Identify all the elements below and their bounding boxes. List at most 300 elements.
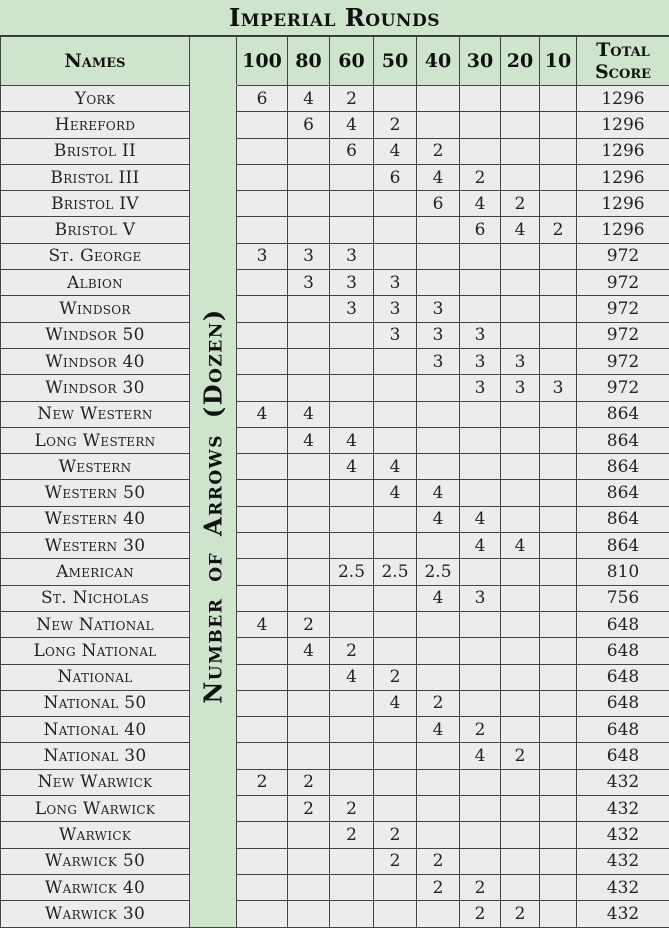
arrows-cell <box>501 322 540 348</box>
arrows-cell <box>374 611 417 637</box>
arrows-cell <box>417 401 460 427</box>
arrows-cell <box>540 243 577 269</box>
arrows-cell: 4 <box>237 401 288 427</box>
arrows-cell <box>501 559 540 585</box>
arrows-cell: 2 <box>501 901 540 927</box>
arrows-cell: 4 <box>330 112 374 138</box>
total-score: 756 <box>577 585 669 611</box>
arrows-cell <box>540 664 577 690</box>
arrows-cell: 2 <box>417 848 460 874</box>
arrows-cell <box>237 559 288 585</box>
total-score: 972 <box>577 243 669 269</box>
arrows-cell: 6 <box>417 191 460 217</box>
arrows-cell: 4 <box>374 480 417 506</box>
table-row <box>1 638 669 664</box>
round-name: Warwick 50 <box>1 848 190 874</box>
arrows-cell <box>237 191 288 217</box>
arrows-cell <box>417 822 460 848</box>
arrows-cell <box>237 375 288 401</box>
round-name: Western <box>1 454 190 480</box>
arrows-cell: 4 <box>417 480 460 506</box>
total-score: 972 <box>577 375 669 401</box>
arrows-cell: 4 <box>460 743 501 769</box>
table-row <box>1 164 669 190</box>
table-row <box>1 796 669 822</box>
arrows-cell: 3 <box>417 322 460 348</box>
arrows-cell <box>501 427 540 453</box>
round-name: Bristol IV <box>1 191 190 217</box>
arrows-cell: 3 <box>288 243 330 269</box>
arrows-cell: 3 <box>460 322 501 348</box>
arrows-cell <box>237 585 288 611</box>
arrows-cell: 2 <box>374 822 417 848</box>
arrows-cell <box>288 506 330 532</box>
arrows-cell <box>417 454 460 480</box>
total-score: 432 <box>577 769 669 795</box>
total-score: 864 <box>577 427 669 453</box>
table-row <box>1 401 669 427</box>
total-header-line1: Total <box>596 39 650 61</box>
arrows-cell: 3 <box>330 243 374 269</box>
table-row <box>1 296 669 322</box>
arrows-cell <box>330 874 374 900</box>
distance-header: 20 <box>501 37 540 86</box>
arrows-cell <box>330 348 374 374</box>
table-row <box>1 427 669 453</box>
arrows-cell: 4 <box>237 611 288 637</box>
arrows-cell <box>417 427 460 453</box>
arrows-cell <box>237 480 288 506</box>
arrows-cell <box>540 769 577 795</box>
total-score: 432 <box>577 874 669 900</box>
header-row <box>1 37 669 86</box>
arrows-cell <box>237 164 288 190</box>
arrows-cell <box>501 848 540 874</box>
arrows-cell <box>237 796 288 822</box>
round-name: Western 30 <box>1 533 190 559</box>
round-name: St. George <box>1 243 190 269</box>
arrows-cell: 4 <box>288 86 330 112</box>
arrows-cell <box>288 874 330 900</box>
total-score: 972 <box>577 348 669 374</box>
total-score: 864 <box>577 506 669 532</box>
arrows-cell <box>288 454 330 480</box>
arrows-cell: 2 <box>501 191 540 217</box>
arrows-cell: 3 <box>330 296 374 322</box>
distance-header: 100 <box>237 37 288 86</box>
arrows-cell: 2 <box>417 138 460 164</box>
total-score: 648 <box>577 717 669 743</box>
table-row <box>1 454 669 480</box>
arrows-cell <box>374 901 417 927</box>
arrows-cell <box>460 270 501 296</box>
arrows-cell <box>237 848 288 874</box>
arrows-cell <box>237 348 288 374</box>
arrows-cell <box>540 112 577 138</box>
arrows-cell <box>540 138 577 164</box>
arrows-cell: 2.5 <box>417 559 460 585</box>
arrows-cell <box>237 454 288 480</box>
arrows-cell: 3 <box>460 585 501 611</box>
arrows-cell: 3 <box>237 243 288 269</box>
round-name: National <box>1 664 190 690</box>
total-score: 864 <box>577 533 669 559</box>
arrows-cell <box>501 822 540 848</box>
arrows-cell <box>501 296 540 322</box>
table-row <box>1 217 669 243</box>
round-name: Windsor 50 <box>1 322 190 348</box>
arrows-cell <box>501 454 540 480</box>
arrows-cell: 2 <box>330 638 374 664</box>
total-score-header <box>577 37 669 86</box>
arrows-cell: 2 <box>330 796 374 822</box>
arrows-cell <box>374 585 417 611</box>
arrows-cell <box>288 559 330 585</box>
arrows-cell <box>460 480 501 506</box>
arrows-cell <box>330 375 374 401</box>
arrows-cell: 2 <box>374 664 417 690</box>
arrows-count-side-label-cell <box>190 86 237 928</box>
arrows-cell <box>374 243 417 269</box>
distance-header: 40 <box>417 37 460 86</box>
table-row <box>1 664 669 690</box>
arrows-cell <box>540 611 577 637</box>
arrows-cell <box>501 86 540 112</box>
arrows-cell <box>237 743 288 769</box>
arrows-cell <box>501 638 540 664</box>
arrows-cell <box>237 506 288 532</box>
round-name: St. Nicholas <box>1 585 190 611</box>
arrows-cell <box>417 796 460 822</box>
arrows-cell <box>460 454 501 480</box>
arrows-cell: 4 <box>288 401 330 427</box>
arrows-cell <box>501 874 540 900</box>
arrows-cell <box>374 86 417 112</box>
names-header: Names <box>1 37 190 86</box>
table-row <box>1 138 669 164</box>
arrows-cell: 3 <box>501 375 540 401</box>
arrows-cell <box>501 690 540 716</box>
distance-header: 10 <box>540 37 577 86</box>
table-row <box>1 901 669 927</box>
round-name: York <box>1 86 190 112</box>
arrows-cell <box>540 717 577 743</box>
arrows-cell <box>288 822 330 848</box>
round-name: Warwick <box>1 822 190 848</box>
arrows-cell <box>288 164 330 190</box>
arrows-cell <box>460 769 501 795</box>
round-name: Albion <box>1 270 190 296</box>
arrows-cell: 4 <box>501 217 540 243</box>
total-score: 648 <box>577 664 669 690</box>
arrows-cell <box>288 901 330 927</box>
round-name: Bristol V <box>1 217 190 243</box>
arrows-cell <box>460 427 501 453</box>
arrows-cell <box>288 191 330 217</box>
arrows-cell <box>417 638 460 664</box>
arrows-cell <box>330 164 374 190</box>
arrows-cell <box>288 848 330 874</box>
arrows-cell <box>501 138 540 164</box>
arrows-cell <box>417 611 460 637</box>
arrows-cell <box>330 717 374 743</box>
table-row <box>1 611 669 637</box>
arrows-cell <box>237 690 288 716</box>
arrows-cell: 4 <box>288 427 330 453</box>
arrows-cell <box>417 769 460 795</box>
arrows-cell <box>237 112 288 138</box>
arrows-cell <box>417 375 460 401</box>
total-score: 864 <box>577 454 669 480</box>
distance-header: 30 <box>460 37 501 86</box>
arrows-cell: 2.5 <box>330 559 374 585</box>
round-name: National 40 <box>1 717 190 743</box>
arrows-cell: 2 <box>330 822 374 848</box>
distance-header: 80 <box>288 37 330 86</box>
arrows-cell <box>501 664 540 690</box>
total-score: 1296 <box>577 86 669 112</box>
arrows-cell <box>374 217 417 243</box>
rounds-table <box>0 36 669 928</box>
arrows-cell <box>540 848 577 874</box>
total-score: 1296 <box>577 217 669 243</box>
arrows-cell <box>374 769 417 795</box>
arrows-cell <box>374 796 417 822</box>
arrows-cell <box>330 743 374 769</box>
arrows-cell: 3 <box>330 270 374 296</box>
total-score: 1296 <box>577 191 669 217</box>
table-row <box>1 243 669 269</box>
arrows-cell <box>460 138 501 164</box>
arrows-cell: 2 <box>501 743 540 769</box>
arrows-cell <box>460 86 501 112</box>
arrows-cell <box>330 611 374 637</box>
arrows-cell <box>237 822 288 848</box>
round-name: Western 50 <box>1 480 190 506</box>
arrows-cell <box>288 533 330 559</box>
arrows-cell: 2 <box>330 86 374 112</box>
arrows-cell <box>501 480 540 506</box>
round-name: Western 40 <box>1 506 190 532</box>
arrows-cell <box>540 164 577 190</box>
arrows-cell <box>501 796 540 822</box>
table-row <box>1 585 669 611</box>
table-row <box>1 270 669 296</box>
arrows-cell <box>288 348 330 374</box>
arrows-cell <box>540 638 577 664</box>
arrows-cell <box>501 717 540 743</box>
arrows-cell: 3 <box>374 296 417 322</box>
arrows-cell <box>417 270 460 296</box>
arrows-cell: 2 <box>460 164 501 190</box>
arrows-cell: 2 <box>460 901 501 927</box>
arrows-cell <box>540 296 577 322</box>
arrows-cell <box>501 506 540 532</box>
total-score: 648 <box>577 638 669 664</box>
total-score: 864 <box>577 401 669 427</box>
arrows-cell <box>460 401 501 427</box>
arrows-cell: 2 <box>417 690 460 716</box>
table-row <box>1 874 669 900</box>
table-row <box>1 506 669 532</box>
side-label: Number of Arrows (Dozen) <box>199 309 228 704</box>
table-row <box>1 375 669 401</box>
arrows-cell: 6 <box>374 164 417 190</box>
arrows-cell <box>417 901 460 927</box>
total-header-line2: Score <box>595 61 651 83</box>
total-score: 864 <box>577 480 669 506</box>
arrows-cell: 3 <box>417 296 460 322</box>
arrows-cell <box>460 664 501 690</box>
arrows-cell <box>501 611 540 637</box>
arrows-cell <box>417 533 460 559</box>
table-row <box>1 112 669 138</box>
arrows-cell <box>237 533 288 559</box>
arrows-cell <box>417 112 460 138</box>
arrows-cell: 4 <box>288 638 330 664</box>
arrows-cell <box>501 401 540 427</box>
total-score: 972 <box>577 270 669 296</box>
arrows-cell <box>237 270 288 296</box>
arrows-cell <box>417 743 460 769</box>
arrows-cell <box>417 664 460 690</box>
table-row <box>1 743 669 769</box>
round-name: National 50 <box>1 690 190 716</box>
arrows-cell <box>540 743 577 769</box>
arrows-cell <box>288 322 330 348</box>
arrows-cell <box>330 322 374 348</box>
arrows-cell <box>374 717 417 743</box>
arrows-cell <box>288 138 330 164</box>
total-score: 972 <box>577 296 669 322</box>
round-name: Warwick 30 <box>1 901 190 927</box>
arrows-cell: 4 <box>374 138 417 164</box>
arrows-cell <box>540 401 577 427</box>
total-score: 648 <box>577 611 669 637</box>
arrows-cell: 2 <box>460 874 501 900</box>
arrows-cell <box>374 401 417 427</box>
arrows-cell <box>330 401 374 427</box>
arrows-cell <box>237 717 288 743</box>
table-row <box>1 690 669 716</box>
arrows-cell <box>540 86 577 112</box>
table-row <box>1 86 669 112</box>
arrows-cell: 2 <box>374 848 417 874</box>
total-score: 432 <box>577 796 669 822</box>
arrows-cell: 3 <box>501 348 540 374</box>
arrows-cell: 3 <box>374 322 417 348</box>
arrows-cell: 6 <box>460 217 501 243</box>
total-score: 810 <box>577 559 669 585</box>
arrows-cell <box>374 348 417 374</box>
arrows-cell: 3 <box>288 270 330 296</box>
arrows-cell <box>460 796 501 822</box>
table-row <box>1 191 669 217</box>
arrows-cell <box>540 454 577 480</box>
table-row <box>1 533 669 559</box>
arrows-cell <box>501 769 540 795</box>
arrows-cell: 4 <box>417 585 460 611</box>
arrows-cell <box>237 427 288 453</box>
arrows-cell: 4 <box>330 427 374 453</box>
arrows-cell: 2 <box>460 717 501 743</box>
arrows-cell <box>237 138 288 164</box>
arrows-cell <box>501 585 540 611</box>
total-score: 432 <box>577 822 669 848</box>
distance-header: 60 <box>330 37 374 86</box>
total-score: 1296 <box>577 112 669 138</box>
arrows-cell: 4 <box>460 533 501 559</box>
arrows-cell: 2 <box>288 611 330 637</box>
arrows-cell <box>288 690 330 716</box>
round-name: Bristol II <box>1 138 190 164</box>
total-score: 1296 <box>577 164 669 190</box>
arrows-cell <box>460 112 501 138</box>
table-row <box>1 822 669 848</box>
side-label-header <box>190 37 237 86</box>
table-row <box>1 348 669 374</box>
round-name: Windsor <box>1 296 190 322</box>
round-name: Hereford <box>1 112 190 138</box>
arrows-cell <box>540 191 577 217</box>
arrows-cell <box>374 874 417 900</box>
arrows-cell: 3 <box>460 375 501 401</box>
total-score: 648 <box>577 690 669 716</box>
arrows-cell: 4 <box>460 191 501 217</box>
arrows-cell: 2 <box>540 217 577 243</box>
arrows-cell <box>540 506 577 532</box>
round-name: Long Warwick <box>1 796 190 822</box>
arrows-cell <box>374 533 417 559</box>
arrows-cell <box>501 164 540 190</box>
arrows-cell: 3 <box>540 375 577 401</box>
arrows-cell: 4 <box>417 164 460 190</box>
arrows-cell <box>460 822 501 848</box>
arrows-cell <box>330 217 374 243</box>
arrows-cell <box>374 743 417 769</box>
arrows-cell: 6 <box>237 86 288 112</box>
arrows-cell <box>540 796 577 822</box>
arrows-cell <box>540 901 577 927</box>
arrows-cell <box>288 743 330 769</box>
arrows-cell <box>330 769 374 795</box>
arrows-cell <box>288 375 330 401</box>
arrows-cell <box>288 296 330 322</box>
table-row <box>1 848 669 874</box>
arrows-cell <box>540 322 577 348</box>
arrows-cell <box>374 427 417 453</box>
arrows-cell <box>330 191 374 217</box>
arrows-cell: 4 <box>374 690 417 716</box>
rounds-table-body <box>1 86 669 928</box>
arrows-cell <box>417 243 460 269</box>
arrows-cell <box>288 664 330 690</box>
arrows-cell: 2.5 <box>374 559 417 585</box>
arrows-cell <box>330 901 374 927</box>
round-name: New Warwick <box>1 769 190 795</box>
arrows-cell: 2 <box>417 874 460 900</box>
arrows-cell <box>540 270 577 296</box>
arrows-cell <box>540 427 577 453</box>
total-score: 1296 <box>577 138 669 164</box>
arrows-cell <box>330 690 374 716</box>
arrows-cell <box>501 270 540 296</box>
arrows-cell <box>237 664 288 690</box>
arrows-cell <box>288 480 330 506</box>
arrows-cell: 2 <box>288 769 330 795</box>
arrows-cell: 2 <box>374 112 417 138</box>
arrows-cell <box>237 874 288 900</box>
